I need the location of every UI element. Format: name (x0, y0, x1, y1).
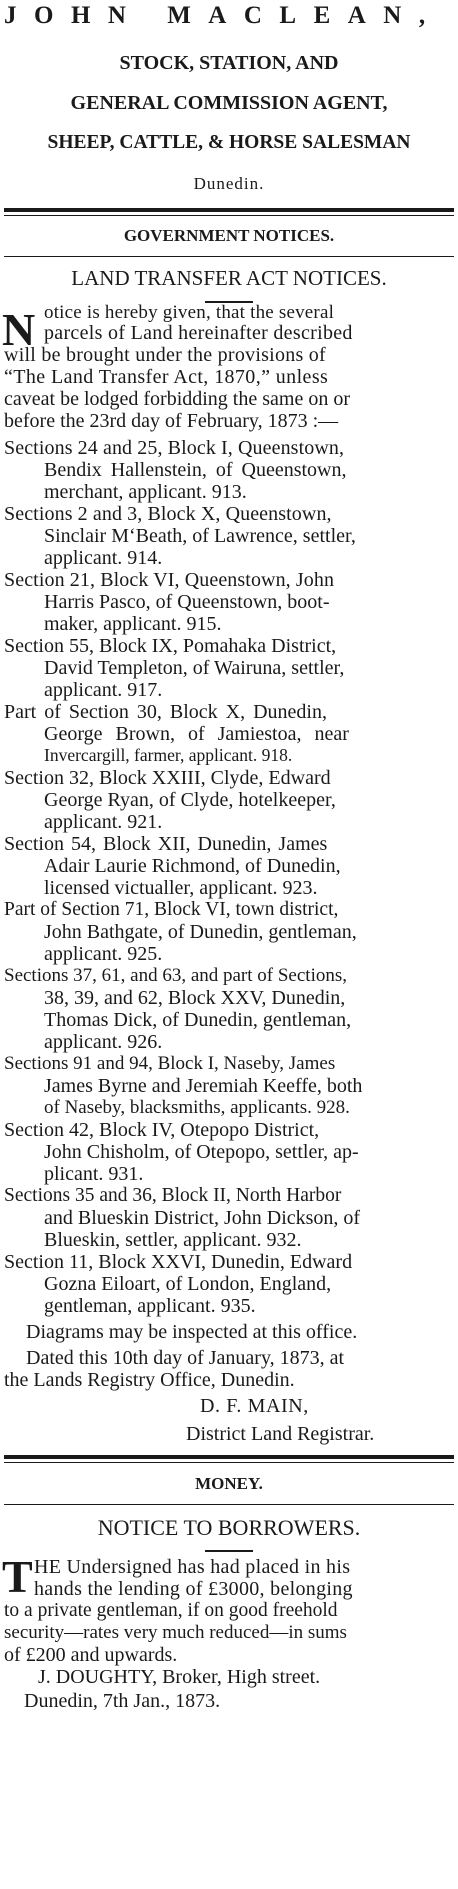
advert-place: Dunedin. (193, 174, 265, 193)
notice-line: John Chisholm, of Otepopo, settler, ap- (44, 1141, 359, 1163)
notice-line: to a private gentleman, if on good freehold (4, 1600, 338, 1621)
notice-line: Diagrams may be inspected at this office. (26, 1321, 358, 1343)
notice-line: Sinclair M‘Beath, of Lawrence, settler, (44, 525, 356, 547)
divider-rule (4, 215, 454, 216)
notice-line: “The Land Transfer Act, 1870,” unless (4, 366, 329, 388)
advert-name: JOHN MACLEAN, (4, 2, 443, 29)
notice-line: Section 11, Block XXVI, Dunedin, Edward (4, 1251, 353, 1273)
notice-line: Dunedin, 7th Jan., 1873. (24, 1690, 221, 1712)
notice-line: applicant. 921. (44, 811, 163, 833)
notice-line: Part of Section 71, Block VI, town district, (4, 899, 339, 920)
notice-line: otice is hereby given, that the several (44, 302, 335, 323)
notice-line: Section 54, Block XII, Dunedin, James (4, 833, 328, 855)
notice-line: James Byrne and Jeremiah Keeffe, both (44, 1075, 363, 1097)
notice-line: Gozna Eiloart, of London, England, (44, 1273, 332, 1295)
section-heading-government: GOVERNMENT NOTICES. (123, 226, 335, 245)
notice-line: parcels of Land hereinafter described (44, 322, 353, 344)
divider-rule (4, 1455, 454, 1459)
notice-line: gentleman, applicant. 935. (44, 1295, 256, 1317)
notice-line: applicant. 917. (44, 679, 163, 701)
notice-line: Sections 35 and 36, Block II, North Harbor (4, 1185, 342, 1206)
notice-line: will be brought under the provisions of (4, 344, 326, 366)
notice-line: Harris Pasco, of Queenstown, boot- (44, 591, 330, 613)
notice-line: merchant, applicant. 913. (44, 481, 247, 503)
divider-rule (4, 256, 454, 257)
notice-line: Sections 91 and 94, Block I, Naseby, James (4, 1053, 336, 1074)
notice-line: Sections 2 and 3, Block X, Queenstown, (4, 503, 332, 525)
notice-line: George Brown, of Jamiestoa, near (44, 723, 349, 745)
notice-line: Adair Laurie Richmond, of Dunedin, (44, 855, 341, 877)
notice-line: the Lands Registry Office, Dunedin. (4, 1369, 295, 1391)
notice-line: before the 23rd day of February, 1873 :— (4, 410, 339, 432)
drop-cap: T (2, 1551, 33, 1602)
notice-title-land-transfer: LAND TRANSFER ACT NOTICES. (71, 266, 387, 290)
advert-line-1: STOCK, STATION, AND (119, 52, 339, 74)
signatory-name: D. F. MAIN, (200, 1395, 309, 1417)
divider-rule (4, 1504, 454, 1505)
notice-line: licensed victualler, applicant. 923. (44, 877, 318, 899)
notice-line: of £200 and upwards. (4, 1644, 178, 1666)
notice-line: Section 32, Block XXIII, Clyde, Edward (4, 767, 331, 789)
notice-line: Invercargill, farmer, applicant. 918. (44, 745, 293, 765)
signatory-title: District Land Registrar. (186, 1423, 375, 1445)
notice-line: applicant. 914. (44, 547, 163, 569)
notice-line: maker, applicant. 915. (44, 613, 222, 635)
notice-line: Section 55, Block IX, Pomahaka District, (4, 635, 337, 657)
notice-line: Section 21, Block VI, Queenstown, John (4, 569, 335, 591)
divider-rule (4, 208, 454, 212)
notice-line: Blueskin, settler, applicant. 932. (44, 1229, 302, 1251)
notice-line: 38, 39, and 62, Block XXV, Dunedin, (44, 987, 346, 1009)
notice-line: Sections 37, 61, and 63, and part of Sections, (4, 965, 348, 986)
notice-line: David Templeton, of Wairuna, settler, (44, 657, 345, 679)
section-heading-money: MONEY. (195, 1474, 263, 1493)
notice-line: Sections 24 and 25, Block I, Queenstown, (4, 437, 345, 459)
notice-line: Thomas Dick, of Dunedin, gentleman, (44, 1009, 352, 1031)
notice-line: hands the lending of £3000, belonging (34, 1578, 353, 1600)
notice-line: Section 42, Block IV, Otepopo District, (4, 1119, 320, 1141)
notice-title-borrowers: NOTICE TO BORROWERS. (97, 1515, 361, 1540)
notice-line: George Ryan, of Clyde, hotelkeeper, (44, 789, 336, 811)
advert-line-2: GENERAL COMMISSION AGENT, (70, 92, 388, 114)
notice-line: Dated this 10th day of January, 1873, at (26, 1347, 345, 1369)
notice-line: of Naseby, blacksmiths, applicants. 928. (44, 1097, 350, 1118)
notice-line: applicant. 926. (44, 1031, 163, 1053)
notice-line: John Bathgate, of Dunedin, gentleman, (44, 921, 357, 943)
notice-line: applicant. 925. (44, 943, 163, 965)
notice-line: Part of Section 30, Block X, Dunedin, (4, 701, 327, 723)
notice-line: HE Undersigned has had placed in his (34, 1556, 351, 1578)
divider-rule (4, 1462, 454, 1463)
notice-line: caveat be lodged forbidding the same on or (4, 388, 350, 410)
advert-line-3: SHEEP, CATTLE, & HORSE SALESMAN (47, 132, 411, 153)
drop-cap: N (2, 304, 36, 355)
short-rule (205, 1550, 253, 1552)
notice-line: J. DOUGHTY, Broker, High street. (38, 1666, 321, 1688)
notice-line: security—rates very much reduced—in sums (4, 1622, 347, 1643)
notice-line: and Blueskin District, John Dickson, of (44, 1207, 361, 1229)
notice-line: Bendix Hallenstein, of Queenstown, (44, 459, 347, 481)
notice-line: plicant. 931. (44, 1163, 144, 1185)
